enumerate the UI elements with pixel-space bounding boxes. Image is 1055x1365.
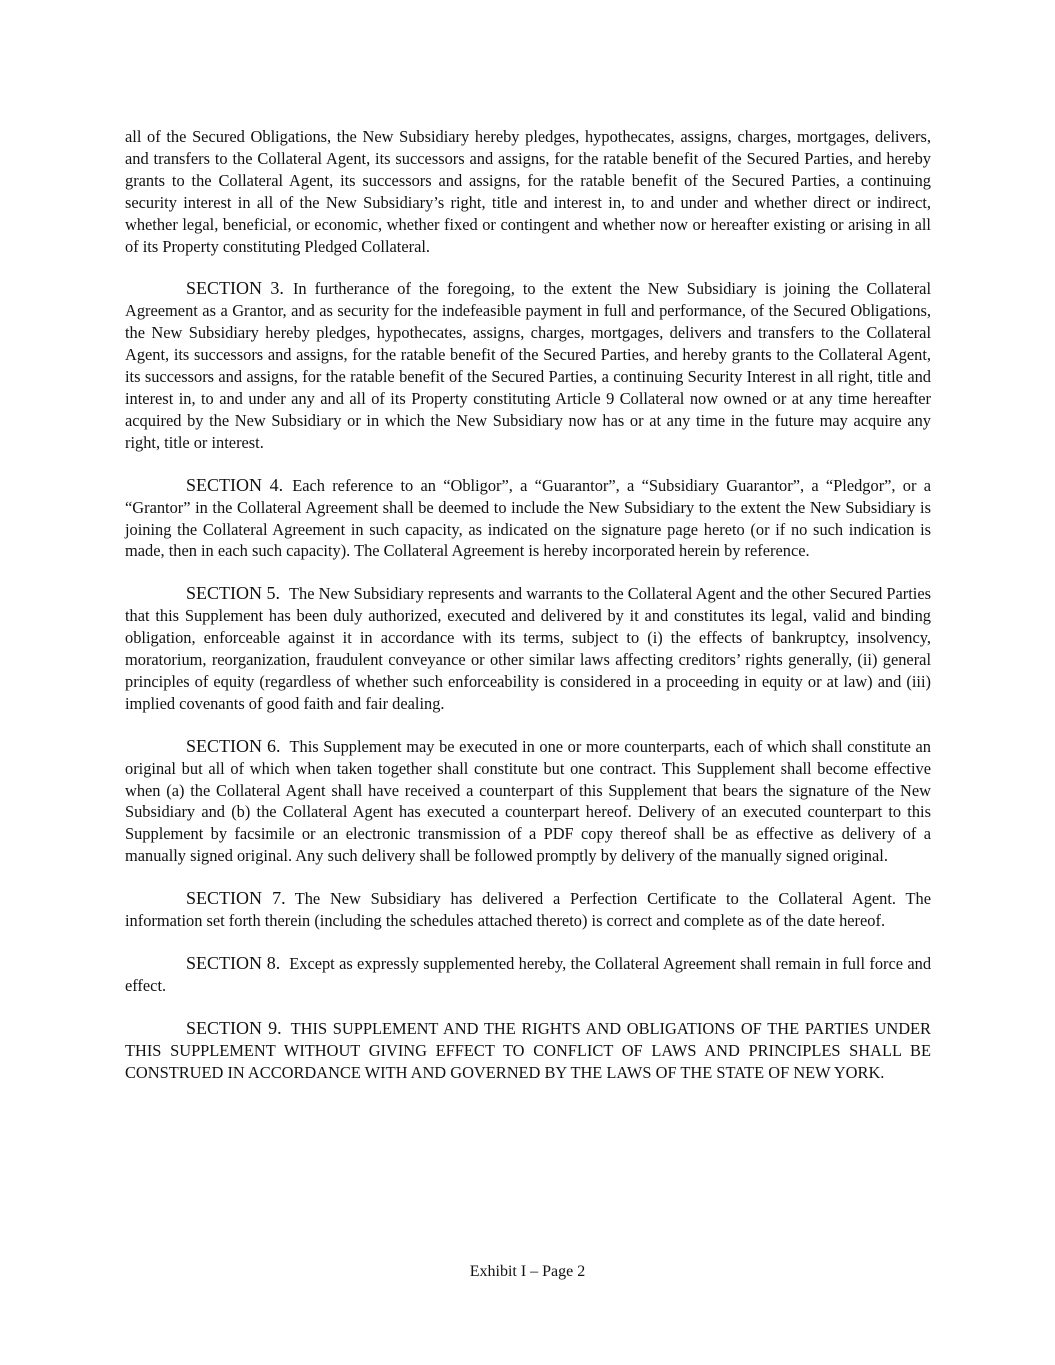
section-8-paragraph	[125, 953, 931, 997]
section-5-label: SECTION 5.	[186, 583, 281, 604]
section-5-paragraph	[125, 583, 931, 714]
section-6-text: This Supplement may be executed in one or more counterparts, each of which shall constitute an original but all of which when taken together shall constitute but one contract. This Supplement shall become effective when (a) the Collateral Agent shall have received a counterpart of this Supplement that bears the signature of the New Subsidiary and (b) the Collateral Agent has executed a counterpart hereof. Delivery of an executed counterpart to this Supplement by facsimile or an electronic transmission of a PDF copy thereof shall be as effective as delivery of a manually signed original. Any such delivery shall be followed promptly by delivery of the manually signed original.	[125, 736, 932, 866]
section-7-label: SECTION 7.	[186, 888, 286, 909]
section-7-paragraph	[125, 888, 931, 932]
section-3-paragraph	[125, 278, 931, 453]
section-4-text: Each reference to an “Obligor”, a “Guarantor”, a “Subsidiary Guarantor”, a “Pledgor”, or a “Grantor” in the Collateral Agreement shall be deemed to include the New Subsidiary to the extent the New Subsidiary is joining the Collateral Agreement in such capacity, as indicated on the signature page hereto (or if no such indication is made, then in each such capacity). The Collateral Agreement is hereby incorporated herein by reference.	[125, 475, 932, 561]
section-8-text: Except as expressly supplemented hereby, the Collateral Agreement shall remain in full force and effect.	[125, 954, 932, 995]
section-7-text: The New Subsidiary has delivered a Perfection Certificate to the Collateral Agent. The information set forth therein (including the schedules attached thereto) is correct and complete as of the date hereof.	[125, 889, 931, 931]
section-9-label: SECTION 9.	[186, 1017, 282, 1038]
page-footer: Exhibit I – Page 2	[469, 1263, 586, 1280]
section-4-paragraph	[125, 475, 931, 563]
section-8-label: SECTION 8.	[186, 953, 281, 973]
section-3-text: In furtherance of the foregoing, to the extent the New Subsidiary is joining the Collateral Agreement as a Grantor, and as security for the indefeasible payment in full and performance, of the Secured Obligations, the New Subsidiary hereby pledges, hypothecates, assigns, charges, mortgages, delivers and transfers to the Collateral Agent, its successors and assigns, for the ratable benefit of the Secured Parties, and hereby grants to the Collateral Agent, its successors and assigns, for the ratable benefit of the Secured Parties, a continuing Security Interest in all right, title and interest in, to and under any and all of its Property constituting Article 9 Collateral now owned or at any time hereafter acquired by the New Subsidiary or in which the New Subsidiary now has or at any time in the future may acquire any right, title or interest.	[125, 279, 931, 452]
section-4-label: SECTION 4.	[186, 474, 284, 495]
section-5-text: The New Subsidiary represents and warrants to the Collateral Agent and the other Secured Parties that this Supplement has been duly authorized, executed and delivered by it and constitutes its legal, valid and binding obligation, enforceable against it in accordance with its terms, subject to (i) the effects of bankruptcy, insolvency, moratorium, reorganization, fraudulent conveyance or other similar laws affecting creditors’ rights generally, (ii) general principles of equity (regardless of whether such enforceability is considered in a proceeding in equity or at law) and (iii) implied covenants of good faith and fair dealing.	[125, 584, 931, 713]
section-3-label: SECTION 3.	[186, 278, 284, 299]
section-9-text: THIS SUPPLEMENT AND THE RIGHTS AND OBLIGATIONS OF THE PARTIES UNDER THIS SUPPLEMENT WITHOUT GIVING EFFECT TO CONFLICT OF LAWS AND PRINCIPLES SHALL BE CONSTRUED IN ACCORDANCE WITH AND GOVERNED BY THE LAWS OF THE STATE OF NEW YORK.	[125, 1018, 931, 1082]
section-9-paragraph	[125, 1018, 931, 1084]
document-body	[125, 126, 931, 1105]
section-6-label: SECTION 6.	[186, 735, 281, 756]
intro-paragraph: all of the Secured Obligations, the New Subsidiary hereby pledges, hypothecates, assigns, charges, mortgages, delivers, and transfers to the Collateral Agent, its successors and assigns, for the ratable benefit of the Secured Parties, and hereby grants to the Collateral Agent, its successors and assigns, for the ratable benefit of the Secured Parties, a continuing security interest in all of the New Subsidiary’s right, title and interest in, to and under and whether direct or indirect, whether legal, beneficial, or economic, whether fixed or contingent and whether now or hereafter existing or arising in all of its Property constituting Pledged Collateral.	[125, 127, 931, 256]
section-6-paragraph	[125, 736, 931, 867]
